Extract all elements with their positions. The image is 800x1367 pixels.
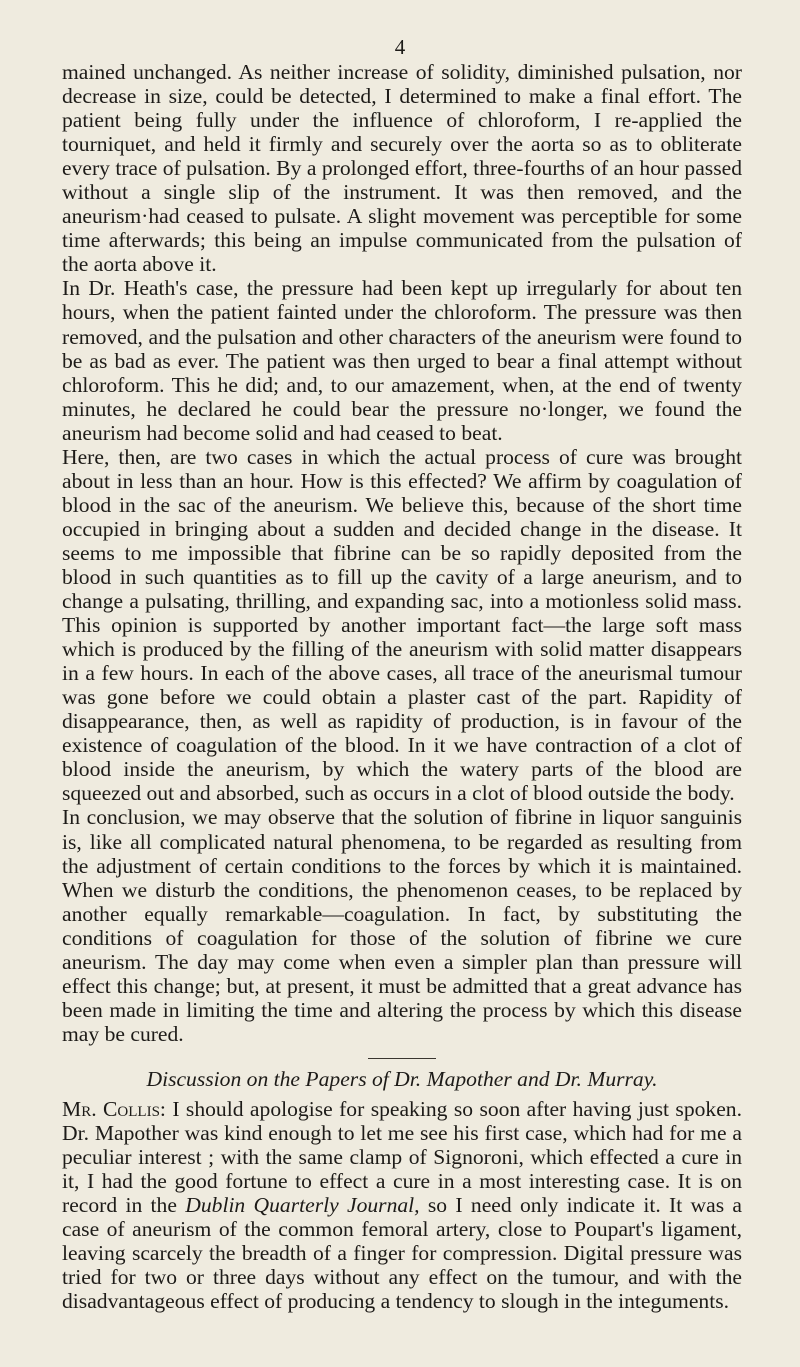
- remarks-text-part-2: so I need only indicate it. It was a case of aneurism of the common femoral artery, close to Poupart's ligament, leaving scarcely the breadth of a finger for compression. Digital pressure was tried for two or three days without any effect on the tumour, and with the disadvantageous effect of producing a tendency to slough in the integuments.: [62, 1193, 742, 1314]
- paragraph-collis-remarks: [62, 1097, 742, 1313]
- body-text: [62, 60, 742, 1313]
- speaker-name: Mr. Collis: [62, 1096, 160, 1121]
- paragraph-conclusion: In conclusion, we may observe that the solution of fibrine in liquor sanguinis is, like all complicated natural phenomena, to be regarded as resulting from the adjustment of certain conditions to the forces by which it is maintained. When we disturb the conditions, the phenomenon ceases, to be replaced by another equally remarkable—coagulation. In fact, by substituting the conditions of coagulation for those of the solution of fibrine we cure aneurism. The day may come when even a simpler plan than pressure will effect this change; but, at present, it must be admitted that a great advance has been made in limiting the time and altering the process by which this disease may be cured.: [62, 805, 742, 1046]
- paragraph-continuation: mained unchanged. As neither increase of solidity, diminished pulsation, nor decrease in size, could be detected, I determined to make a final effort. The patient being fully under the influence of chloroform, I re-applied the tourniquet, and held it firmly and securely over the aorta so as to obliterate every trace of pulsation. By a prolonged effort, three-fourths of an hour passed without a single slip of the instrument. It was then removed, and the aneurism·had ceased to pulsate. A slight movement was perceptible for some time afterwards; this being an impulse communicated from the pulsation of the aorta above it.: [62, 60, 742, 277]
- paragraph-heath-case: In Dr. Heath's case, the pressure had been kept up irregularly for about ten hours, when the patient fainted under the chloroform. The pressure was then removed, and the pulsation and other characters of the aneurism were found to be as bad as ever. The patient was then urged to bear a final attempt without chloroform. This he did; and, to our amazement, when, at the end of twenty minutes, he declared he could bear the pressure no·longer, we found the aneurism had become solid and had ceased to beat.: [62, 276, 742, 445]
- discussion-heading: Discussion on the Papers of Dr. Mapother and Dr. Murray.: [146, 1066, 658, 1091]
- paragraph-coagulation: Here, then, are two cases in which the actual process of cure was brought about in less than an hour. How is this effected? We affirm by coagulation of blood in the sac of the aneurism. We believe this, because of the short time occupied in bringing about a sudden and decided change in the disease. It seems to me impossible that fibrine can be so rapidly deposited from the blood in such quantities as to fill up the cavity of a large aneurism, and to change a pulsating, thrilling, and expanding sac, into a motionless solid mass. This opinion is supported by another important fact—the large soft mass which is produced by the filling of the aneurism with solid matter disappears in a few hours. In each of the above cases, all trace of the aneurismal tumour was gone before we could obtain a plaster cast of the part. Rapidity of disappearance, then, as well as rapidity of production, is in favour of the existence of coagulation of the blood. In it we have contraction of a clot of blood inside the aneurism, by which the watery parts of the blood are squeezed out and absorbed, such as occurs in a clot of blood outside the body.: [62, 444, 742, 806]
- page-number: 4: [394, 35, 406, 59]
- journal-title: Dublin Quarterly Journal,: [185, 1193, 420, 1218]
- section-divider: [368, 1058, 436, 1059]
- remarks-text-part-1: : I should apologise for speaking so soon after having just spoken. Dr. Mapother was kind enough to let me see his first case, which had for me a peculiar interest ; with the same clamp of Signoroni, which effected a cure in it, I had the good fortune to effect a cure in a most interesting case. It is on record in the: [62, 1096, 742, 1218]
